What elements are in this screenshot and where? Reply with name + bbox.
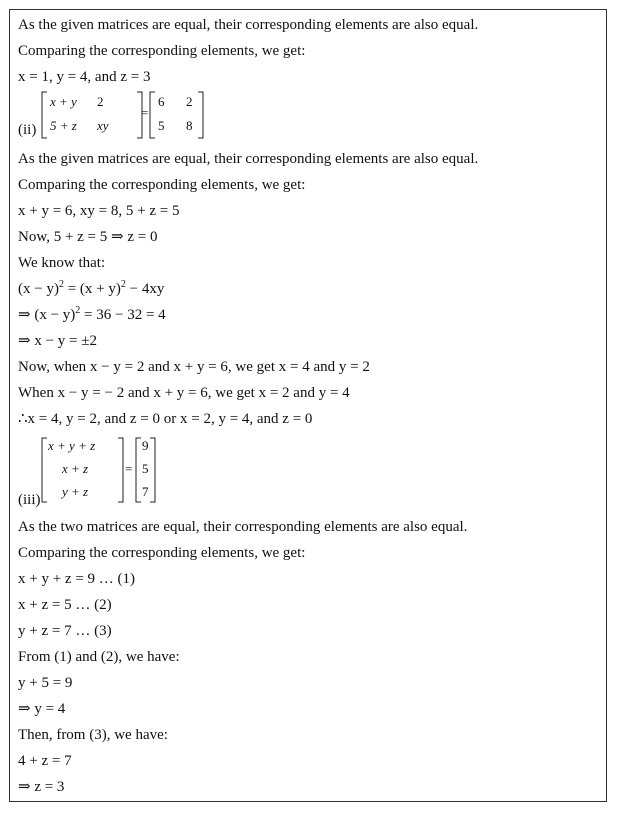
text-line: x + y = 6, xy = 8, 5 + z = 5 (18, 203, 180, 219)
equation-label: (iii) (18, 492, 41, 508)
equals-sign: = (125, 461, 133, 476)
matrix-cell: 2 (97, 94, 104, 109)
matrix-cell: y + z (62, 484, 89, 499)
text-line: x = 1, y = 4, and z = 3 (18, 69, 151, 85)
text-line: $(x - y)^2 = (x + y)^2 - 4xy$ (18, 279, 165, 297)
matrix-cell: x + y + z (48, 438, 96, 453)
matrix-cell: 2 (186, 94, 193, 109)
matrix-cell: 5 (158, 118, 165, 133)
text-line: As the given matrices are equal, their corresponding elements are also equal. (18, 151, 479, 167)
text-line: Now, when x − y = 2 and x + y = 6, we get x = 4 and y = 2 (18, 359, 370, 375)
equals-sign: = (141, 105, 149, 120)
text-line: We know that: (18, 255, 106, 271)
solution-box (9, 9, 607, 802)
matrix-cell: x + y (50, 94, 77, 109)
matrix-cell: 6 (158, 94, 165, 109)
matrix-cell: xy (97, 118, 109, 133)
text-line: ⇒ z = 3 (18, 779, 65, 795)
matrix-cell: 7 (142, 484, 149, 499)
text-line: ⇒ y = 4 (18, 701, 66, 717)
text-line: ⇒ $(x - y)^2 = 36 - 32 = 4$ (18, 305, 166, 323)
text-line: y + z = 7 … (3) (18, 623, 112, 639)
text-line: ⇒ x − y = ±2 (18, 333, 97, 349)
text-line: Comparing the corresponding elements, we get: (18, 177, 306, 193)
text-line: When x − y = − 2 and x + y = 6, we get x = 2 and y = 4 (18, 385, 350, 401)
matrix-cell: 8 (186, 118, 193, 133)
text-line: Then, from (3), we have: (18, 727, 168, 743)
text-line: Comparing the corresponding elements, we get: (18, 545, 306, 561)
text-line: y + 5 = 9 (18, 675, 73, 691)
matrix-cell: x + z (62, 461, 89, 476)
equation-label: (ii) (18, 122, 37, 138)
matrix-cell: 9 (142, 438, 149, 453)
text-line: 4 + z = 7 (18, 753, 72, 769)
text-line: As the two matrices are equal, their corresponding elements are also equal. (18, 519, 468, 535)
text-line: x + y + z = 9 … (1) (18, 571, 136, 587)
text-line: Now, 5 + z = 5 ⇒ z = 0 (18, 229, 158, 245)
text-line: x + z = 5 … (2) (18, 597, 112, 613)
text-line: ∴x = 4, y = 2, and z = 0 or x = 2, y = 4, and z = 0 (18, 411, 313, 427)
matrix-cell: 5 + z (50, 118, 77, 133)
text-line: From (1) and (2), we have: (18, 649, 180, 665)
text-line: Comparing the corresponding elements, we get: (18, 43, 306, 59)
text-line: As the given matrices are equal, their corresponding elements are also equal. (18, 17, 479, 33)
matrix-cell: 5 (142, 461, 149, 476)
